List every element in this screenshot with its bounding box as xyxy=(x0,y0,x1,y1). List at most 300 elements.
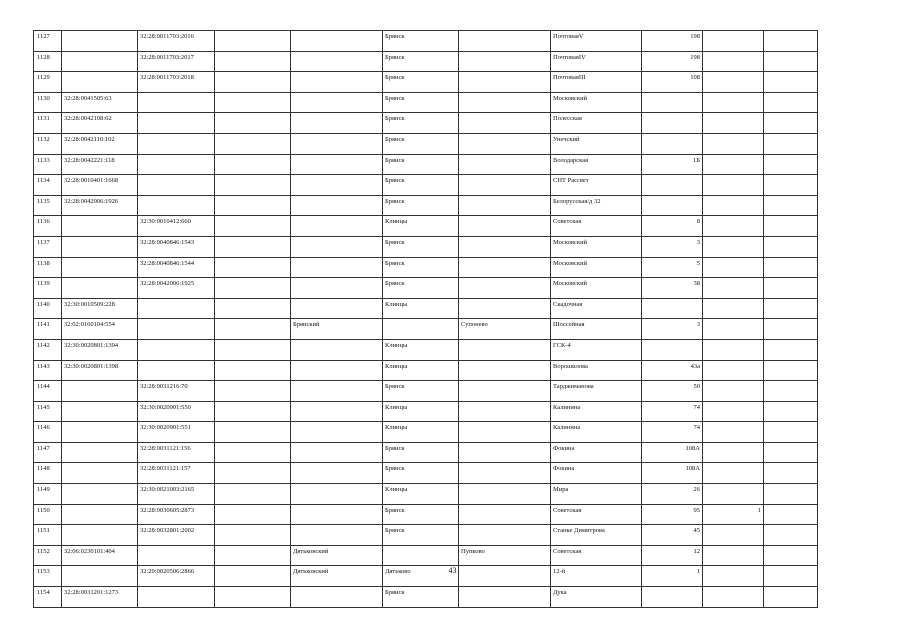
table-cell xyxy=(291,504,383,525)
table-cell xyxy=(642,133,703,154)
table-cell xyxy=(291,298,383,319)
table-row xyxy=(34,257,818,278)
table-cell xyxy=(642,175,703,196)
table-cell xyxy=(291,31,383,52)
table-cell: Тарджиманова xyxy=(551,381,642,402)
table-cell xyxy=(62,236,138,257)
table-cell xyxy=(215,31,291,52)
table-cell xyxy=(138,154,215,175)
table-cell xyxy=(764,31,818,52)
table-cell: 3 xyxy=(642,319,703,340)
table-cell xyxy=(62,381,138,402)
table-cell: Брянск xyxy=(383,72,459,93)
table-cell xyxy=(291,525,383,546)
table-cell xyxy=(459,92,551,113)
table-cell xyxy=(764,154,818,175)
table-cell: Станке Димитрова xyxy=(551,525,642,546)
table-cell xyxy=(703,92,764,113)
table-row xyxy=(34,278,818,299)
table-cell: Клинцы xyxy=(383,216,459,237)
table-cell xyxy=(215,463,291,484)
table-cell: Дятьково xyxy=(383,566,459,587)
table-cell xyxy=(138,298,215,319)
table-cell: Брянск xyxy=(383,587,459,608)
table-cell xyxy=(138,339,215,360)
table-cell: Клинцы xyxy=(383,401,459,422)
table-row xyxy=(34,298,818,319)
table-cell xyxy=(215,133,291,154)
table-cell xyxy=(291,484,383,505)
table-cell: Мира xyxy=(551,484,642,505)
table-cell: 1142 xyxy=(34,339,62,360)
table-cell: Шоссейная xyxy=(551,319,642,340)
table-cell xyxy=(764,442,818,463)
table-cell xyxy=(703,133,764,154)
table-cell: Брянск xyxy=(383,31,459,52)
table-row xyxy=(34,154,818,175)
table-cell: Дятьковский xyxy=(291,545,383,566)
table-cell: 45 xyxy=(642,525,703,546)
table-cell xyxy=(764,195,818,216)
table-cell: Калинина xyxy=(551,422,642,443)
table-row xyxy=(34,92,818,113)
table-cell xyxy=(215,92,291,113)
table-cell xyxy=(291,339,383,360)
table-cell xyxy=(215,422,291,443)
table-row xyxy=(34,484,818,505)
table-cell xyxy=(764,216,818,237)
table-cell: 32:28:0040846:1543 xyxy=(138,236,215,257)
table-cell xyxy=(764,278,818,299)
table-cell xyxy=(138,319,215,340)
table-cell: 1Б xyxy=(642,154,703,175)
table-cell: 32:28:0042006:1925 xyxy=(138,278,215,299)
table-row xyxy=(34,381,818,402)
table-cell: 1148 xyxy=(34,463,62,484)
table-cell xyxy=(459,587,551,608)
table-cell xyxy=(215,319,291,340)
table-cell xyxy=(764,360,818,381)
table-cell: 12 xyxy=(642,545,703,566)
table-row xyxy=(34,236,818,257)
table-cell: 32:06:0230101:404 xyxy=(62,545,138,566)
table-cell xyxy=(138,360,215,381)
table-cell: Брянск xyxy=(383,195,459,216)
table-cell: СНТ Рассвет xyxy=(551,175,642,196)
table-row xyxy=(34,504,818,525)
table-cell: 32:28:0031121:156 xyxy=(138,442,215,463)
table-cell xyxy=(764,525,818,546)
table-cell: 1151 xyxy=(34,525,62,546)
table-body xyxy=(34,31,818,608)
table-cell xyxy=(291,216,383,237)
table-cell xyxy=(703,236,764,257)
table-cell xyxy=(703,484,764,505)
table-cell: Московский xyxy=(551,92,642,113)
table-cell xyxy=(703,587,764,608)
table-cell: 1130 xyxy=(34,92,62,113)
table-cell xyxy=(459,360,551,381)
table-cell xyxy=(215,360,291,381)
table-cell xyxy=(642,92,703,113)
table-cell: 32:28:0031201:1273 xyxy=(62,587,138,608)
table-cell xyxy=(459,278,551,299)
table-row xyxy=(34,545,818,566)
table-cell: Калинина xyxy=(551,401,642,422)
table-cell xyxy=(642,587,703,608)
table-cell: 1128 xyxy=(34,51,62,72)
table-cell: Супонево xyxy=(459,319,551,340)
table-cell: 1140 xyxy=(34,298,62,319)
table-cell xyxy=(291,175,383,196)
table-cell xyxy=(62,401,138,422)
table-cell xyxy=(764,545,818,566)
table-cell xyxy=(642,113,703,134)
table-row xyxy=(34,401,818,422)
table-cell xyxy=(764,51,818,72)
table-cell: 43а xyxy=(642,360,703,381)
table-cell: Брянск xyxy=(383,504,459,525)
table-cell: 32:28:0011703:2018 xyxy=(138,72,215,93)
table-cell: 1127 xyxy=(34,31,62,52)
table-cell: 1 xyxy=(703,504,764,525)
table-cell xyxy=(703,154,764,175)
table-cell xyxy=(764,484,818,505)
table-cell xyxy=(291,113,383,134)
table-cell: 1134 xyxy=(34,175,62,196)
table-cell xyxy=(291,51,383,72)
table-cell: 1138 xyxy=(34,257,62,278)
table-cell xyxy=(215,504,291,525)
table-cell: Володарская xyxy=(551,154,642,175)
table-cell xyxy=(215,113,291,134)
table-row xyxy=(34,422,818,443)
table-cell xyxy=(291,401,383,422)
table-cell xyxy=(215,339,291,360)
table-cell xyxy=(215,401,291,422)
table-cell: 3 xyxy=(642,236,703,257)
table-cell xyxy=(703,298,764,319)
table-cell xyxy=(215,525,291,546)
table-cell xyxy=(215,154,291,175)
table-cell: 74 xyxy=(642,401,703,422)
table-cell: 1150 xyxy=(34,504,62,525)
table-cell xyxy=(764,339,818,360)
table-cell: Советская xyxy=(551,545,642,566)
table-cell xyxy=(62,525,138,546)
table-cell xyxy=(62,31,138,52)
table-cell xyxy=(703,525,764,546)
table-cell xyxy=(459,154,551,175)
table-cell xyxy=(383,545,459,566)
table-cell xyxy=(291,463,383,484)
table-cell xyxy=(459,31,551,52)
table-cell xyxy=(459,504,551,525)
table-cell xyxy=(62,484,138,505)
table-cell: 1133 xyxy=(34,154,62,175)
table-cell: Клинцы xyxy=(383,484,459,505)
table-cell: Фокина xyxy=(551,442,642,463)
table-cell xyxy=(703,401,764,422)
table-row xyxy=(34,72,818,93)
table-cell xyxy=(215,298,291,319)
table-cell: Брянск xyxy=(383,257,459,278)
table-cell xyxy=(459,442,551,463)
table-cell xyxy=(764,72,818,93)
table-cell: Брянск xyxy=(383,113,459,134)
table-cell xyxy=(459,339,551,360)
table-cell xyxy=(459,195,551,216)
table-cell: 50 xyxy=(642,381,703,402)
table-cell: Клинцы xyxy=(383,422,459,443)
table-cell: Московский xyxy=(551,257,642,278)
table-cell: Брянск xyxy=(383,525,459,546)
table-cell: 1131 xyxy=(34,113,62,134)
table-cell xyxy=(215,587,291,608)
table-cell xyxy=(703,31,764,52)
table-cell xyxy=(215,381,291,402)
table-cell xyxy=(215,442,291,463)
table-cell xyxy=(703,216,764,237)
table-row xyxy=(34,587,818,608)
table-cell xyxy=(291,72,383,93)
table-cell xyxy=(291,360,383,381)
table-row xyxy=(34,339,818,360)
table-cell: Белорусская/д 32 xyxy=(551,195,642,216)
table-cell xyxy=(215,195,291,216)
table-cell: Брянск xyxy=(383,463,459,484)
table-cell: 32:28:0032801:2002 xyxy=(138,525,215,546)
table-cell xyxy=(291,442,383,463)
table-cell: 32:30:0020901:551 xyxy=(138,422,215,443)
table-cell: 1141 xyxy=(34,319,62,340)
table-row xyxy=(34,195,818,216)
table-cell xyxy=(703,442,764,463)
table-cell xyxy=(215,51,291,72)
table-cell xyxy=(703,113,764,134)
table-cell xyxy=(459,72,551,93)
table-cell xyxy=(291,154,383,175)
table-cell xyxy=(215,257,291,278)
table-cell xyxy=(764,463,818,484)
table-cell xyxy=(703,463,764,484)
table-cell xyxy=(764,92,818,113)
table-cell: 1152 xyxy=(34,545,62,566)
table-row xyxy=(34,133,818,154)
table-cell xyxy=(215,72,291,93)
table-cell: Брянск xyxy=(383,381,459,402)
table-cell: 32:29:0020506:2866 xyxy=(138,566,215,587)
table-cell: 1135 xyxy=(34,195,62,216)
table-cell: 32:28:0031121:157 xyxy=(138,463,215,484)
table-cell: Советская xyxy=(551,504,642,525)
table-cell: ПочтоваяV xyxy=(551,31,642,52)
table-cell xyxy=(459,422,551,443)
table-cell: Ворошилова xyxy=(551,360,642,381)
table-cell xyxy=(62,257,138,278)
table-cell xyxy=(764,298,818,319)
table-row xyxy=(34,463,818,484)
table-cell xyxy=(764,381,818,402)
table-cell: Брянск xyxy=(383,154,459,175)
table-cell: 32:30:0010412:660 xyxy=(138,216,215,237)
table-cell: 1146 xyxy=(34,422,62,443)
table-cell: 12-й xyxy=(551,566,642,587)
table-cell: 38 xyxy=(642,278,703,299)
table-cell xyxy=(642,339,703,360)
table-cell: Брянск xyxy=(383,92,459,113)
table-cell: Брянский xyxy=(291,319,383,340)
table-cell xyxy=(62,72,138,93)
table-row xyxy=(34,442,818,463)
table-cell: Дука xyxy=(551,587,642,608)
table-cell: Брянск xyxy=(383,442,459,463)
table-cell: 1143 xyxy=(34,360,62,381)
table-cell: Советская xyxy=(551,216,642,237)
table-cell xyxy=(764,504,818,525)
table-cell: 1145 xyxy=(34,401,62,422)
table-cell xyxy=(291,236,383,257)
table-cell: Скадочная xyxy=(551,298,642,319)
table-cell xyxy=(764,236,818,257)
table-cell xyxy=(703,319,764,340)
table-cell xyxy=(703,51,764,72)
table-cell xyxy=(703,545,764,566)
table-cell xyxy=(215,175,291,196)
table-cell: Полесская xyxy=(551,113,642,134)
table-cell xyxy=(703,175,764,196)
table-cell xyxy=(764,587,818,608)
table-cell xyxy=(459,401,551,422)
table-cell: 1 xyxy=(642,566,703,587)
table-cell: Московский xyxy=(551,236,642,257)
table-cell: 1153 xyxy=(34,566,62,587)
table-row xyxy=(34,51,818,72)
table-cell: 32:28:0042006:1926 xyxy=(62,195,138,216)
table-cell: 32:28:0011703:2016 xyxy=(138,31,215,52)
table-cell xyxy=(459,216,551,237)
table-cell xyxy=(764,422,818,443)
table-cell xyxy=(459,51,551,72)
table-cell: 1144 xyxy=(34,381,62,402)
table-cell xyxy=(764,257,818,278)
table-cell: 108А xyxy=(642,463,703,484)
table-cell: 32:28:0010401:1668 xyxy=(62,175,138,196)
page-number: 43 xyxy=(448,566,457,575)
table-cell xyxy=(62,504,138,525)
table-cell: 1132 xyxy=(34,133,62,154)
table-cell: 32:28:0040846:1544 xyxy=(138,257,215,278)
table-cell: 32:30:0020801:1398 xyxy=(62,360,138,381)
table-row xyxy=(34,175,818,196)
table-cell: 26 xyxy=(642,484,703,505)
table-cell xyxy=(459,463,551,484)
table-cell: ПочтоваяIII xyxy=(551,72,642,93)
table-cell xyxy=(703,360,764,381)
table-row xyxy=(34,319,818,340)
table-cell: Унечский xyxy=(551,133,642,154)
table-cell xyxy=(62,51,138,72)
table-cell xyxy=(459,298,551,319)
table-cell xyxy=(459,257,551,278)
table-cell xyxy=(215,236,291,257)
table-cell xyxy=(642,298,703,319)
table-cell: Фокина xyxy=(551,463,642,484)
table-cell: 32:30:0021003:2165 xyxy=(138,484,215,505)
table-cell: Клинцы xyxy=(383,298,459,319)
table-row xyxy=(34,31,818,52)
table-cell: Пупково xyxy=(459,545,551,566)
table-cell xyxy=(138,175,215,196)
table-cell: 8 xyxy=(642,216,703,237)
table-cell xyxy=(642,195,703,216)
table-cell xyxy=(62,422,138,443)
table-cell xyxy=(138,113,215,134)
table-cell xyxy=(291,587,383,608)
table-cell: 108А xyxy=(642,442,703,463)
table-cell xyxy=(703,195,764,216)
table-cell xyxy=(703,381,764,402)
table-cell xyxy=(138,133,215,154)
table-cell: 32:30:0020901:550 xyxy=(138,401,215,422)
table-cell xyxy=(764,175,818,196)
table-cell: 1154 xyxy=(34,587,62,608)
table-cell xyxy=(383,319,459,340)
data-table xyxy=(33,30,818,608)
table-cell: Брянск xyxy=(383,278,459,299)
table-cell xyxy=(291,133,383,154)
table-cell: 108 xyxy=(642,72,703,93)
table-cell xyxy=(291,422,383,443)
table-cell: 1137 xyxy=(34,236,62,257)
table-cell xyxy=(62,278,138,299)
table-cell xyxy=(459,236,551,257)
table-cell xyxy=(459,175,551,196)
table-cell: 198 xyxy=(642,51,703,72)
table-cell xyxy=(459,113,551,134)
table-cell: 32:28:0042110:102 xyxy=(62,133,138,154)
table-cell: 32:28:0031216:70 xyxy=(138,381,215,402)
table-cell: Клинцы xyxy=(383,339,459,360)
table-cell xyxy=(138,195,215,216)
table-cell xyxy=(62,442,138,463)
table-cell: Дятьковский xyxy=(291,566,383,587)
table-cell xyxy=(215,484,291,505)
table-row xyxy=(34,525,818,546)
table-cell: ПочтоваяIV xyxy=(551,51,642,72)
table-cell: Брянск xyxy=(383,51,459,72)
table-cell xyxy=(138,545,215,566)
table-cell xyxy=(703,72,764,93)
table-cell xyxy=(764,401,818,422)
table-cell: 32:30:0020801:1394 xyxy=(62,339,138,360)
table-cell: 1136 xyxy=(34,216,62,237)
table-cell xyxy=(764,133,818,154)
table-cell: 32:28:0042108:62 xyxy=(62,113,138,134)
table-cell: 32:30:0010509:228 xyxy=(62,298,138,319)
table-cell xyxy=(703,278,764,299)
table-cell xyxy=(459,525,551,546)
table-cell: Брянск xyxy=(383,236,459,257)
table-row xyxy=(34,360,818,381)
table-cell xyxy=(291,92,383,113)
table-cell xyxy=(62,463,138,484)
table-cell: Клинцы xyxy=(383,360,459,381)
table-cell xyxy=(764,113,818,134)
table-cell xyxy=(138,587,215,608)
table-cell xyxy=(703,339,764,360)
table-cell: 32:28:0042221:118 xyxy=(62,154,138,175)
